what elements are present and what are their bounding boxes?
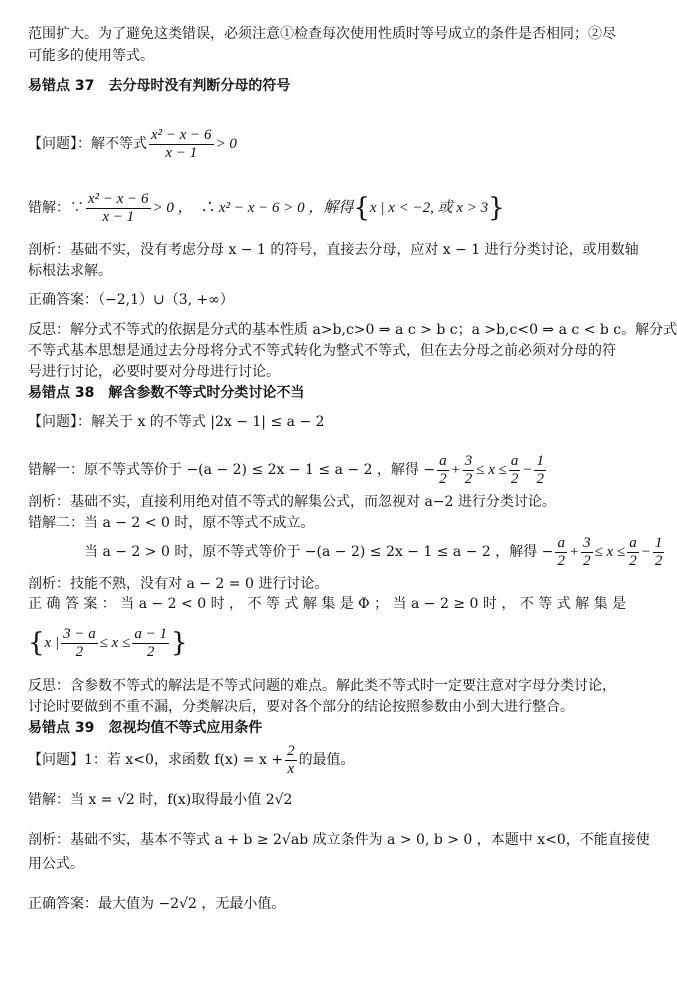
- fraction: [534, 453, 546, 488]
- correct-answer-38: 正 确 答 案 ： 当 a − 2 < 0 时 ， 不 等 式 解 集 是 Φ ； 当 a − 2 ≥ 0 时 ， 不 等 式 解 集 是: [28, 596, 627, 612]
- denominator: x − 1: [102, 208, 135, 225]
- correct-answer-39: 正确答案：最大值为 −2√2 ，无最小值。: [28, 896, 286, 912]
- analysis-line: 标根法求解。: [28, 263, 112, 279]
- fraction: [132, 626, 169, 661]
- right-brace: }: [170, 628, 188, 658]
- problem-label: 【问题】：解不等式: [28, 136, 147, 152]
- fraction: [285, 743, 297, 778]
- fraction: [653, 535, 665, 570]
- reflection-line: 不等式基本思想是通过去分母将分式不等式转化为整式不等式，但在去分母之前必须对分母的符: [28, 343, 616, 359]
- fraction: [463, 453, 475, 488]
- denominator: 2: [510, 470, 519, 487]
- reflection-line: 反思：解分式不等式的依据是分式的基本性质 a>b,c>0 ⇒ a c > b c；a >b,c<0 ⇒ a c < b c。解分式: [28, 322, 677, 338]
- fraction: [555, 535, 567, 570]
- denominator: 2: [654, 552, 663, 569]
- plus-sign: +: [450, 462, 461, 478]
- wrong-label: 错解：∵: [28, 200, 84, 216]
- denominator: x: [287, 760, 295, 777]
- relation: > 0: [215, 136, 237, 152]
- text-line: 可能多的使用等式。: [28, 48, 154, 64]
- numerator: 3: [464, 452, 473, 469]
- relation: ≤ x ≤: [99, 635, 131, 651]
- denominator: 2: [583, 552, 591, 569]
- section-heading-39: 易错点 39 忽视均值不等式应用条件: [28, 720, 263, 736]
- correct-answer-38-set: [28, 620, 618, 666]
- denominator: 2: [146, 643, 155, 660]
- fraction: [149, 127, 214, 162]
- wrong-text: > 0 ， ∴ x² − x − 6 > 0 ，解得: [152, 200, 354, 216]
- numerator: 2: [287, 742, 295, 759]
- section-heading-38: 易错点 38 解含参数不等式时分类讨论不当: [28, 385, 305, 401]
- numerator: 3 − a: [63, 625, 96, 642]
- fraction: [509, 453, 521, 488]
- numerator: a: [439, 452, 447, 469]
- numerator: a − 1: [134, 625, 167, 642]
- fraction: [581, 535, 593, 570]
- wrong-solution-38b: 错解二：当 a − 2 < 0 时，原不等式不成立。: [28, 515, 315, 531]
- reflection-line: 反思：含参数不等式的解法是不等式问题的难点。解此类不等式时一定要注意对字母分类讨论，: [28, 678, 616, 694]
- denominator: x − 1: [165, 144, 198, 161]
- left-brace: {: [353, 193, 370, 223]
- problem-39: [28, 738, 618, 782]
- denominator: 2: [439, 470, 447, 487]
- analysis-line: 剖析：技能不熟，没有对 a − 2 = 0 进行讨论。: [28, 576, 329, 592]
- denominator: 2: [629, 552, 637, 569]
- numerator: a: [629, 534, 637, 551]
- left-brace: {: [28, 628, 45, 658]
- problem-38: 【问题】：解关于 x 的不等式 |2x − 1| ≤ a − 2: [28, 414, 325, 430]
- wrong-solution-39: 错解：当 x = √2 时，f(x)取得最小值 2√2: [28, 792, 293, 808]
- reflection-line: 讨论时要做到不重不漏，分类解决后，要对各个部分的结论按照参数由小到大进行整合。: [28, 699, 574, 715]
- wrong-text: 当 a − 2 > 0 时，原不等式等价于 −(a − 2) ≤ 2x − 1 ≤ a − 2 ，解得 −: [84, 544, 554, 560]
- numerator: a: [510, 452, 519, 469]
- plus-sign: +: [568, 544, 580, 560]
- wrong-text: 错解一：原不等式等价于 −(a − 2) ≤ 2x − 1 ≤ a − 2 ，解得 −: [28, 462, 436, 478]
- numerator: x² − x − 6: [88, 190, 149, 207]
- minus-sign: −: [640, 544, 651, 560]
- wrong-solution-37: [28, 186, 618, 230]
- numerator: x² − x − 6: [151, 126, 212, 143]
- numerator: 1: [536, 452, 544, 469]
- problem-label: 【问题】1：若 x<0，求函数 f(x) = x +: [28, 752, 284, 768]
- denominator: 2: [464, 470, 473, 487]
- reflection-line: 号进行讨论，必要时要对分母进行讨论。: [28, 364, 280, 380]
- problem-tail: 的最值。: [298, 752, 355, 768]
- minus-sign: −: [522, 462, 533, 478]
- wrong-solution-38a: [28, 448, 618, 492]
- numerator: 3: [583, 534, 591, 551]
- text-line: 范围扩大。为了避免这类错误，必须注意①检查每次使用性质时等号成立的条件是否相同；②尽: [28, 26, 616, 42]
- solution-set: x | x < −2, 或 x > 3: [369, 200, 489, 216]
- fraction: [437, 453, 449, 488]
- fraction: [61, 626, 98, 661]
- relation: ≤ x ≤: [476, 462, 507, 478]
- analysis-line: 剖析：基础不实，基本不等式 a + b ≥ 2√ab 成立条件为 a > 0, b > 0 ，本题中 x<0，不能直接使: [28, 832, 650, 848]
- analysis-line: 剖析：基础不实，没有考虑分母 x − 1 的符号，直接去分母，应对 x − 1 进行分类讨论，或用数轴: [28, 242, 639, 258]
- analysis-line: 用公式。: [28, 856, 84, 872]
- denominator: 2: [536, 470, 544, 487]
- correct-answer-37: 正确答案：（−2,1）∪（3, +∞）: [28, 292, 234, 308]
- section-heading-37: 易错点 37 去分母时没有判断分母的符号: [28, 78, 291, 94]
- fraction: [86, 191, 151, 226]
- relation: ≤ x ≤: [594, 544, 626, 560]
- denominator: 2: [557, 552, 565, 569]
- wrong-solution-38b-case: [84, 530, 663, 574]
- right-brace: }: [488, 193, 505, 223]
- denominator: 2: [75, 643, 84, 660]
- numerator: 1: [654, 534, 663, 551]
- set-lead: x |: [44, 635, 60, 651]
- numerator: a: [557, 534, 565, 551]
- problem-37: [28, 122, 618, 166]
- analysis-line: 剖析：基础不实，直接利用绝对值不等式的解集公式，而忽视对 a−2 进行分类讨论。: [28, 494, 556, 510]
- fraction: [627, 535, 639, 570]
